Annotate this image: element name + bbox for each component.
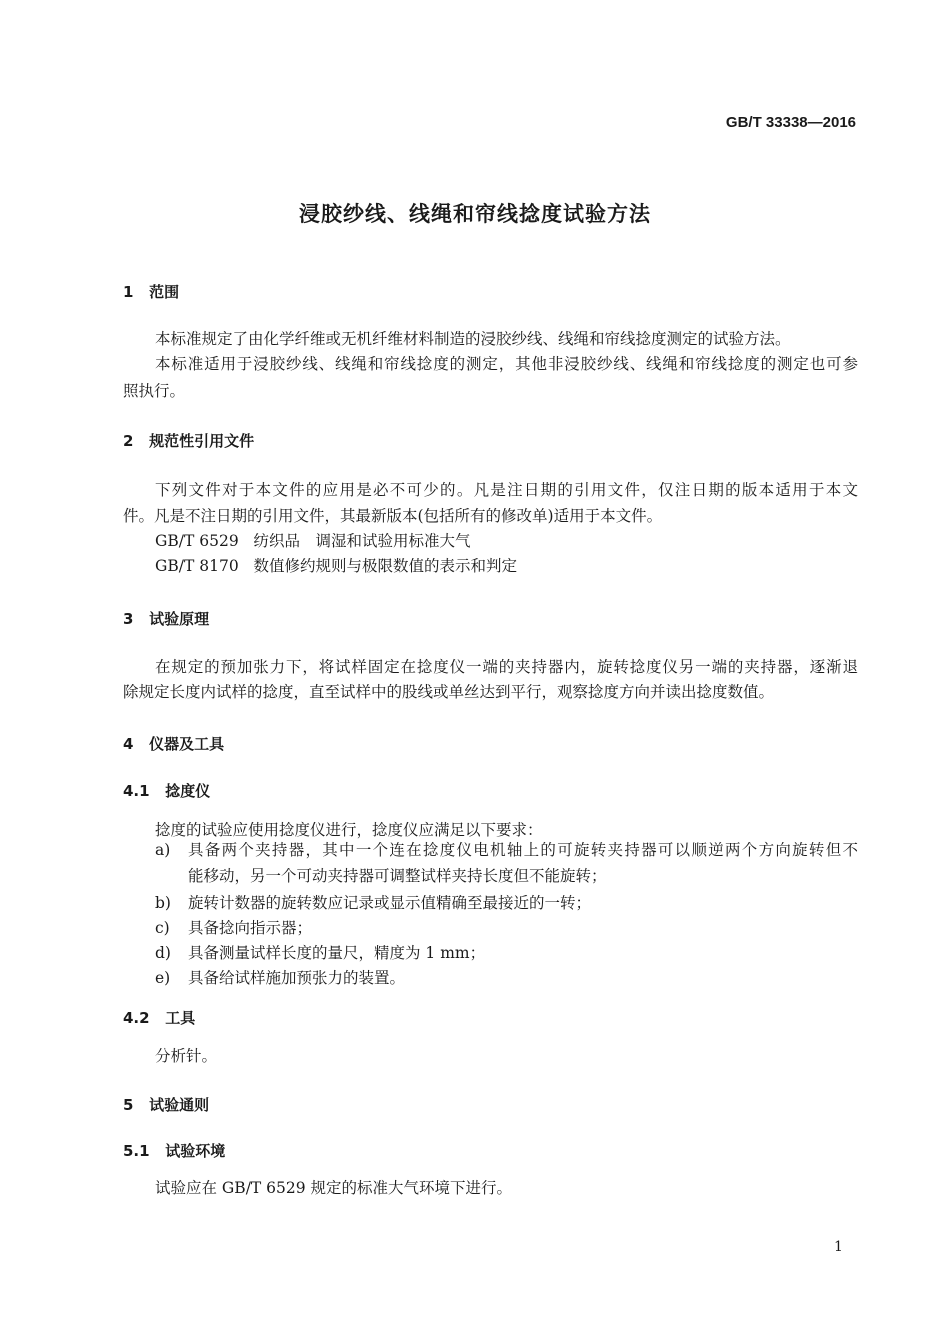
- section-number: 5.1: [123, 1142, 150, 1160]
- list-marker: c): [155, 919, 170, 937]
- section-title: 范围: [149, 283, 180, 301]
- document-title: 浸胶纱线、线绳和帘线捻度试验方法: [299, 202, 651, 226]
- section-number: 4: [123, 735, 134, 753]
- paragraph: 捻度的试验应使用捻度仪进行，捻度仪应满足以下要求：: [155, 821, 543, 839]
- section-4-heading: [123, 734, 224, 754]
- reference-title: 数值修约规则与极限数值的表示和判定: [253, 557, 518, 575]
- section-title: 仪器及工具: [149, 735, 225, 753]
- list-marker: b): [155, 894, 171, 912]
- section-number: 5: [123, 1096, 134, 1114]
- section-number: 3: [123, 610, 134, 628]
- section-5-heading: [123, 1095, 209, 1115]
- section-number: 1: [123, 283, 134, 301]
- section-4-1-heading: [123, 781, 210, 801]
- list-marker: a): [155, 841, 171, 859]
- list-item: 具备给试样施加预张力的装置。: [188, 969, 406, 987]
- list-item: 具备两个夹持器，其中一个连在捻度仪电机轴上的可旋转夹持器可以顺逆两个方向旋转但不: [188, 841, 858, 859]
- section-number: 2: [123, 432, 134, 450]
- reference-title: 纺织品 调湿和试验用标准大气: [253, 532, 471, 550]
- page-number: 1: [834, 1239, 843, 1255]
- paragraph: 照执行。: [123, 382, 186, 400]
- paragraph: 在规定的预加张力下，将试样固定在捻度仪一端的夹持器内，旋转捻度仪另一端的夹持器，逐渐退: [155, 658, 858, 676]
- section-number: 4.2: [123, 1009, 150, 1027]
- section-title: 工具: [165, 1009, 196, 1027]
- section-title: 试验通则: [149, 1096, 210, 1114]
- section-title: 试验环境: [165, 1142, 226, 1160]
- paragraph: 本标准适用于浸胶纱线、线绳和帘线捻度的测定，其他非浸胶纱线、线绳和帘线捻度的测定也可参: [155, 355, 858, 373]
- list-item: 具备捻向指示器；: [188, 919, 313, 937]
- paragraph: 试验应在 GB/T 6529 规定的标准大气环境下进行。: [155, 1179, 513, 1197]
- section-title: 捻度仪: [165, 782, 211, 800]
- section-1-heading: [123, 282, 179, 302]
- section-2-heading: [123, 431, 254, 451]
- paragraph: 下列文件对于本文件的应用是必不可少的。凡是注日期的引用文件，仅注日期的版本适用于本文: [155, 481, 858, 499]
- reference-item: [155, 531, 471, 551]
- paragraph: 本标准规定了由化学纤维或无机纤维材料制造的浸胶纱线、线绳和帘线捻度测定的试验方法。: [155, 330, 791, 348]
- list-item: 具备测量试样长度的量尺，精度为 1 mm；: [188, 944, 486, 962]
- section-title: 试验原理: [149, 610, 210, 628]
- standard-number: GB/T 33338—2016: [725, 114, 856, 131]
- paragraph: 除规定长度内试样的捻度，直至试样中的股线或单丝达到平行，观察捻度方向并读出捻度数值。: [123, 683, 775, 701]
- section-3-heading: [123, 609, 209, 629]
- list-marker: d): [155, 944, 171, 962]
- paragraph: 分析针。: [155, 1047, 218, 1065]
- list-item: 旋转计数器的旋转数应记录或显示值精确至最接近的一转；: [188, 894, 592, 912]
- reference-code: GB/T 6529: [155, 532, 239, 550]
- section-5-1-heading: [123, 1141, 225, 1161]
- section-4-2-heading: [123, 1008, 195, 1028]
- section-number: 4.1: [123, 782, 150, 800]
- paragraph: 件。凡是不注日期的引用文件，其最新版本(包括所有的修改单)适用于本文件。: [123, 507, 663, 525]
- list-marker: e): [155, 969, 171, 987]
- section-title: 规范性引用文件: [149, 432, 255, 450]
- reference-item: [155, 556, 517, 576]
- reference-code: GB/T 8170: [155, 557, 239, 575]
- list-item: 能移动，另一个可动夹持器可调整试样夹持长度但不能旋转；: [188, 867, 607, 885]
